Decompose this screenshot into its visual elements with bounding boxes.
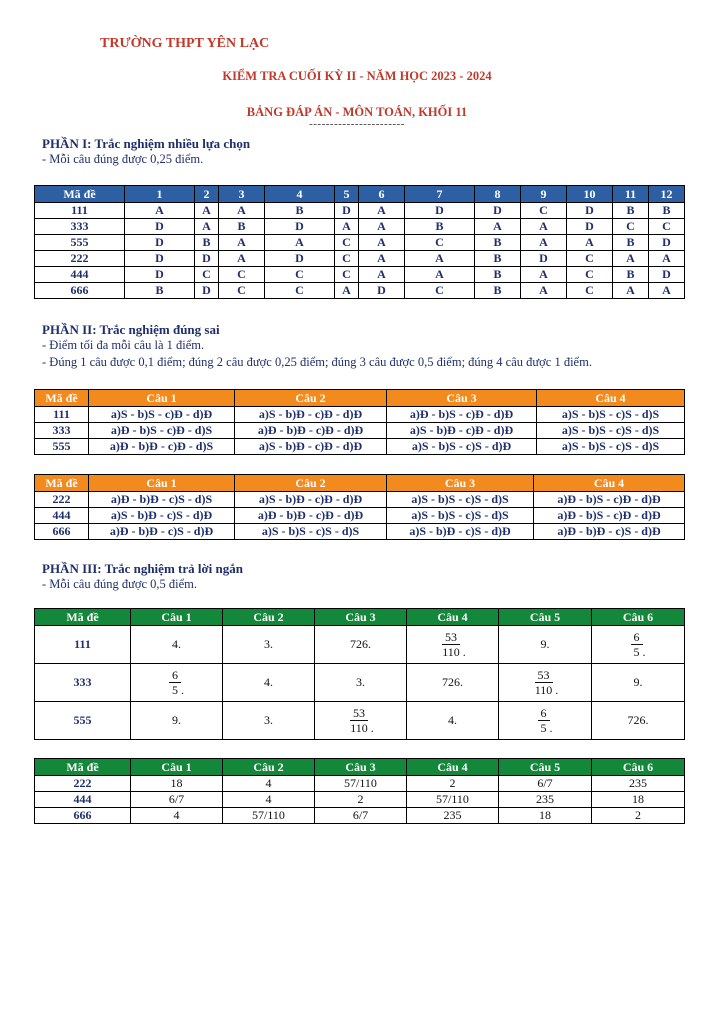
answer-cell: C: [219, 267, 265, 283]
fraction-denominator: 110: [442, 645, 460, 659]
answer-cell: [499, 702, 592, 740]
answer-cell: B: [475, 283, 521, 299]
table-row: [35, 626, 685, 664]
column-header: Câu 1: [131, 609, 223, 626]
answer-cell: A: [359, 251, 405, 267]
table-row: [35, 423, 685, 439]
answer-cell: A: [475, 219, 521, 235]
answer-cell: 57/110: [407, 792, 499, 808]
table-row: [35, 407, 685, 423]
fraction-numerator: 6: [169, 668, 181, 683]
answer-cell: D: [359, 283, 405, 299]
answer-cell: 9.: [131, 702, 223, 740]
answer-cell: 3.: [223, 702, 315, 740]
exam-code-cell: 666: [35, 524, 89, 540]
fraction: $\frac{6}{5}$ .: [538, 706, 553, 735]
exam-code-cell: 444: [35, 267, 125, 283]
column-header: Mã đề: [35, 390, 89, 407]
answer-cell: B: [613, 203, 649, 219]
answer-cell: A: [567, 235, 613, 251]
answer-cell: D: [567, 203, 613, 219]
part3-table-b: [34, 758, 685, 824]
fraction-denominator: 5: [540, 721, 547, 735]
answer-cell: A: [359, 203, 405, 219]
answer-cell: 726.: [315, 626, 407, 664]
answer-cell: a)Đ - b)Đ - c)S - d)S: [89, 492, 235, 508]
table-row: [35, 664, 685, 702]
answer-cell: a)Đ - b)Đ - c)Đ - d)Đ: [235, 423, 387, 439]
answer-cell: B: [613, 267, 649, 283]
exam-code-cell: 111: [35, 203, 125, 219]
answer-cell: a)S - b)Đ - c)Đ - d)Đ: [235, 492, 387, 508]
answer-cell: D: [649, 235, 685, 251]
answer-cell: a)S - b)S - c)Đ - d)Đ: [89, 407, 235, 423]
answer-cell: 9.: [499, 626, 592, 664]
answer-cell: C: [567, 267, 613, 283]
answer-cell: D: [265, 251, 335, 267]
table-row: [35, 283, 685, 299]
answer-cell: D: [567, 219, 613, 235]
answer-cell: C: [219, 283, 265, 299]
column-header: Câu 3: [387, 390, 537, 407]
column-header: 1: [125, 186, 195, 203]
column-header: 9: [521, 186, 567, 203]
answer-cell: A: [613, 251, 649, 267]
answer-cell: [592, 626, 685, 664]
column-header: 11: [613, 186, 649, 203]
answer-cell: 4.: [407, 702, 499, 740]
answer-cell: a)Đ - b)S - c)Đ - d)S: [89, 423, 235, 439]
answer-cell: A: [335, 219, 359, 235]
answer-cell: C: [335, 267, 359, 283]
answer-cell: 18: [499, 808, 592, 824]
answer-cell: a)Đ - b)S - c)Đ - d)Đ: [534, 508, 685, 524]
column-header: Câu 3: [387, 475, 534, 492]
exam-code-cell: 444: [35, 792, 131, 808]
part3-title: PHẦN III: Trắc nghiệm trả lời ngắn: [42, 561, 243, 576]
answer-cell: [315, 702, 407, 740]
answer-cell: A: [649, 251, 685, 267]
exam-code-cell: 333: [35, 219, 125, 235]
answer-cell: [499, 664, 592, 702]
exam-code-cell: 111: [35, 407, 89, 423]
answer-cell: D: [195, 283, 219, 299]
answer-cell: C: [649, 219, 685, 235]
column-header: 12: [649, 186, 685, 203]
table-row: [35, 439, 685, 455]
answer-cell: B: [265, 203, 335, 219]
answer-cell: B: [649, 203, 685, 219]
answer-cell: 235: [407, 808, 499, 824]
part1-table: [34, 185, 685, 299]
answer-cell: C: [265, 267, 335, 283]
answer-cell: 235: [499, 792, 592, 808]
answer-cell: a)S - b)S - c)S - d)S: [537, 407, 685, 423]
column-header: Câu 2: [223, 759, 315, 776]
answer-cell: a)S - b)S - c)S - d)S: [235, 524, 387, 540]
column-header: Câu 2: [223, 609, 315, 626]
column-header: Mã đề: [35, 475, 89, 492]
answer-cell: 3.: [315, 664, 407, 702]
column-header: Câu 4: [407, 759, 499, 776]
answer-cell: 2: [592, 808, 685, 824]
table-row: [35, 702, 685, 740]
column-header: 10: [567, 186, 613, 203]
column-header: Câu 2: [235, 475, 387, 492]
answer-cell: A: [521, 267, 567, 283]
exam-code-cell: 666: [35, 283, 125, 299]
answer-cell: D: [125, 267, 195, 283]
part2-title: PHẦN II: Trắc nghiệm đúng sai: [42, 322, 220, 337]
column-header: Mã đề: [35, 609, 131, 626]
exam-code-cell: 222: [35, 251, 125, 267]
column-header: 5: [335, 186, 359, 203]
answer-cell: B: [195, 235, 219, 251]
part2-table-b: [34, 474, 685, 540]
answer-cell: D: [125, 219, 195, 235]
fraction: $\frac{53}{110}$ .: [532, 668, 559, 697]
part2-table-a: [34, 389, 685, 455]
answer-cell: A: [265, 235, 335, 251]
answer-cell: A: [195, 219, 219, 235]
exam-code-cell: 333: [35, 423, 89, 439]
answer-cell: a)S - b)Đ - c)Đ - d)Đ: [235, 439, 387, 455]
fraction-denominator: 5: [172, 683, 178, 697]
answer-cell: C: [405, 283, 475, 299]
column-header: Câu 5: [499, 609, 592, 626]
column-header: Câu 4: [537, 390, 685, 407]
column-header: Câu 4: [534, 475, 685, 492]
column-header: 8: [475, 186, 521, 203]
answer-cell: 4.: [223, 664, 315, 702]
answer-cell: A: [359, 219, 405, 235]
exam-code-cell: 333: [35, 664, 131, 702]
answer-cell: D: [521, 251, 567, 267]
fraction-numerator: 6: [631, 630, 643, 645]
answer-cell: a)S - b)S - c)S - d)S: [537, 439, 685, 455]
column-header: 2: [195, 186, 219, 203]
column-header: Câu 3: [315, 759, 407, 776]
answer-cell: B: [405, 219, 475, 235]
exam-code-cell: 111: [35, 626, 131, 664]
answer-cell: B: [475, 267, 521, 283]
answer-cell: a)S - b)S - c)S - d)S: [537, 423, 685, 439]
answer-cell: a)S - b)Đ - c)Đ - d)Đ: [387, 423, 537, 439]
answer-cell: a)Đ - b)Đ - c)Đ - d)Đ: [235, 508, 387, 524]
answer-cell: 3.: [223, 626, 315, 664]
answer-cell: D: [265, 219, 335, 235]
answer-cell: C: [335, 251, 359, 267]
answer-cell: 235: [592, 776, 685, 792]
exam-title: KIỂM TRA CUỐI KỲ II - NĂM HỌC 2023 - 2024: [222, 69, 492, 83]
answer-cell: A: [359, 235, 405, 251]
part3-table-a: [34, 608, 685, 740]
column-header: Câu 6: [592, 609, 685, 626]
exam-code-cell: 222: [35, 492, 89, 508]
answer-cell: a)S - b)S - c)S - d)S: [387, 492, 534, 508]
column-header: 4: [265, 186, 335, 203]
table-row: [35, 219, 685, 235]
answer-cell: D: [405, 203, 475, 219]
answer-cell: A: [359, 267, 405, 283]
answer-cell: A: [521, 219, 567, 235]
fraction: $\frac{6}{5}$ .: [169, 668, 184, 697]
answer-cell: 6/7: [499, 776, 592, 792]
part2-note-2: - Đúng 1 câu được 0,1 điểm; đúng 2 câu được 0,25 điểm; đúng 3 câu được 0,5 điểm; đúng 4 câu được 1 điểm.: [42, 355, 592, 369]
answer-cell: a)Đ - b)S - c)Đ - d)Đ: [387, 407, 537, 423]
answer-cell: A: [219, 251, 265, 267]
answer-cell: D: [335, 203, 359, 219]
table-row: [35, 776, 685, 792]
fraction: $\frac{6}{5}$ .: [631, 630, 646, 659]
answer-cell: 2: [407, 776, 499, 792]
answer-cell: a)S - b)S - c)S - d)Đ: [387, 439, 537, 455]
fraction-numerator: 53: [442, 630, 460, 645]
column-header: 7: [405, 186, 475, 203]
column-header: Câu 1: [89, 390, 235, 407]
fraction-numerator: 53: [350, 706, 368, 721]
part1-title: PHẦN I: Trắc nghiệm nhiều lựa chọn: [42, 136, 251, 151]
part2-note-1: - Điểm tối đa mỗi câu là 1 điểm.: [42, 338, 205, 352]
exam-code-cell: 555: [35, 702, 131, 740]
answer-cell: a)S - b)Đ - c)S - d)Đ: [387, 524, 534, 540]
answer-cell: a)Đ - b)Đ - c)S - d)Đ: [89, 524, 235, 540]
fraction-denominator: 5: [633, 645, 640, 659]
fraction-denominator: 110: [350, 721, 368, 735]
fraction-denominator: 110: [534, 683, 553, 697]
answer-cell: 4: [223, 792, 315, 808]
table-row: [35, 203, 685, 219]
answer-cell: a)S - b)Đ - c)S - d)Đ: [89, 508, 235, 524]
answer-cell: C: [265, 283, 335, 299]
answer-cell: 726.: [407, 664, 499, 702]
exam-code-cell: 444: [35, 508, 89, 524]
table-row: [35, 267, 685, 283]
answer-cell: A: [125, 203, 195, 219]
answer-cell: C: [335, 235, 359, 251]
part3-note: - Mỗi câu đúng được 0,5 điểm.: [42, 577, 198, 591]
answer-cell: C: [567, 251, 613, 267]
answer-cell: [407, 626, 499, 664]
table-row: [35, 251, 685, 267]
column-header: Câu 4: [407, 609, 499, 626]
answer-cell: B: [475, 251, 521, 267]
answer-cell: D: [475, 203, 521, 219]
answer-cell: a)Đ - b)Đ - c)Đ - d)S: [89, 439, 235, 455]
answer-cell: A: [219, 203, 265, 219]
column-header: Câu 6: [592, 759, 685, 776]
answer-cell: D: [125, 235, 195, 251]
exam-code-cell: 222: [35, 776, 131, 792]
fraction: $\frac{53}{110}$ .: [439, 630, 466, 659]
answer-cell: C: [567, 283, 613, 299]
exam-code-cell: 666: [35, 808, 131, 824]
answer-cell: 4: [223, 776, 315, 792]
answer-cell: [131, 664, 223, 702]
answer-cell: B: [475, 235, 521, 251]
column-header: 6: [359, 186, 405, 203]
answer-cell: C: [195, 267, 219, 283]
column-header: Mã đề: [35, 186, 125, 203]
answer-cell: 57/110: [315, 776, 407, 792]
answer-cell: 4.: [131, 626, 223, 664]
fraction-numerator: 6: [538, 706, 550, 721]
table-row: [35, 808, 685, 824]
table-row: [35, 524, 685, 540]
school-name: TRƯỜNG THPT YÊN LẠC: [100, 36, 270, 51]
title-divider: -----------------------: [309, 118, 405, 130]
answer-cell: 18: [131, 776, 223, 792]
column-header: Mã đề: [35, 759, 131, 776]
table-row: [35, 508, 685, 524]
answer-cell: a)Đ - b)S - c)Đ - d)Đ: [534, 492, 685, 508]
column-header: Câu 2: [235, 390, 387, 407]
column-header: Câu 5: [499, 759, 592, 776]
answer-cell: A: [405, 267, 475, 283]
answer-cell: D: [649, 267, 685, 283]
answer-cell: 6/7: [315, 808, 407, 824]
answer-cell: A: [335, 283, 359, 299]
answer-cell: C: [405, 235, 475, 251]
answer-cell: a)S - b)Đ - c)Đ - d)Đ: [235, 407, 387, 423]
answer-cell: 726.: [592, 702, 685, 740]
answer-title: BẢNG ĐÁP ÁN - MÔN TOÁN, KHỐI 11: [246, 105, 468, 119]
answer-cell: D: [195, 251, 219, 267]
answer-cell: 2: [315, 792, 407, 808]
answer-cell: A: [613, 283, 649, 299]
answer-cell: A: [405, 251, 475, 267]
table-row: [35, 792, 685, 808]
column-header: Câu 1: [89, 475, 235, 492]
part1-note: - Mỗi câu đúng được 0,25 điểm.: [42, 152, 204, 166]
table-row: [35, 492, 685, 508]
answer-cell: B: [613, 235, 649, 251]
fraction: $\frac{53}{110}$ .: [347, 706, 374, 735]
answer-cell: a)Đ - b)Đ - c)S - d)Đ: [534, 524, 685, 540]
answer-cell: B: [125, 283, 195, 299]
table-row: [35, 235, 685, 251]
answer-cell: A: [195, 203, 219, 219]
exam-code-cell: 555: [35, 439, 89, 455]
answer-cell: C: [521, 203, 567, 219]
column-header: Câu 1: [131, 759, 223, 776]
exam-code-cell: 555: [35, 235, 125, 251]
answer-cell: A: [521, 283, 567, 299]
column-header: Câu 3: [315, 609, 407, 626]
answer-cell: A: [521, 235, 567, 251]
answer-cell: B: [219, 219, 265, 235]
answer-cell: a)S - b)S - c)S - d)S: [387, 508, 534, 524]
answer-cell: A: [649, 283, 685, 299]
answer-cell: D: [125, 251, 195, 267]
fraction-numerator: 53: [535, 668, 553, 683]
answer-cell: 18: [592, 792, 685, 808]
column-header: 3: [219, 186, 265, 203]
answer-cell: 57/110: [223, 808, 315, 824]
answer-cell: 6/7: [131, 792, 223, 808]
answer-cell: A: [219, 235, 265, 251]
answer-cell: 9.: [592, 664, 685, 702]
answer-cell: 4: [131, 808, 223, 824]
answer-cell: C: [613, 219, 649, 235]
